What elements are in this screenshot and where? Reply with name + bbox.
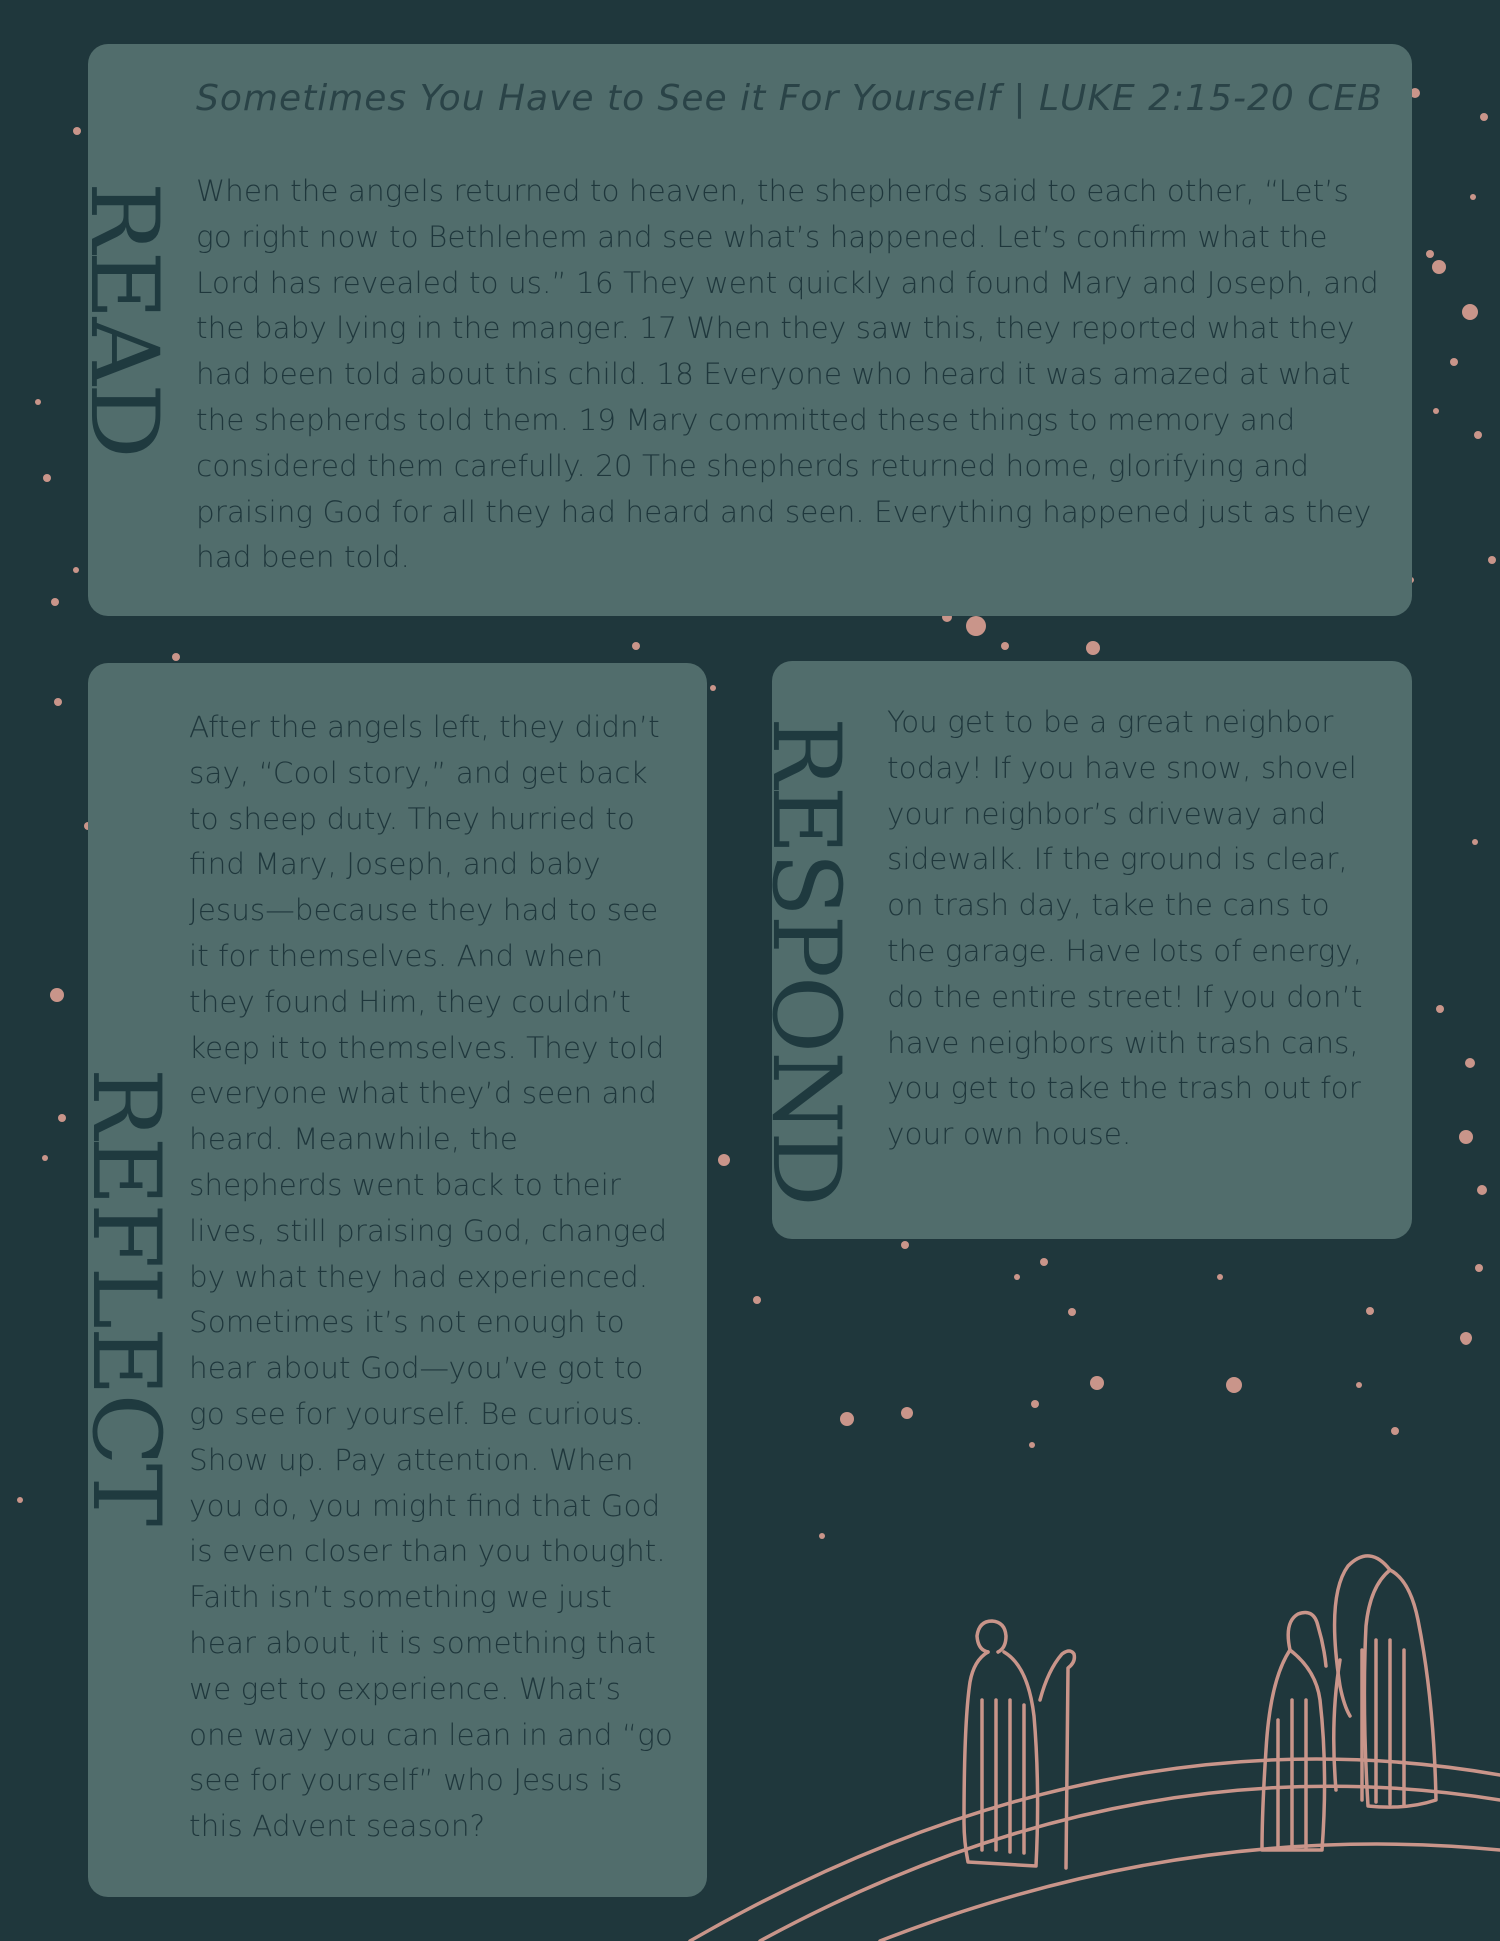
- read-heading: READ: [69, 182, 178, 457]
- reflect-heading: REFLECT: [71, 1068, 180, 1525]
- hill-line: [760, 1786, 1500, 1941]
- respond-heading: RESPOND: [751, 717, 860, 1205]
- reflect-paragraph: After the angels left, they didn’t say, “Cool story,” and get back to sheep duty. They hurried to find Mary, Joseph, and baby Jesus—because they had to see it for themselves. And when they found Him, they couldn’t keep it to themselves. They told everyone what they’d seen and heard. Meanwhile, the shepherds went back to their lives, still praising God, changed by what they had experienced. Sometimes it’s not enough to hear about God—you’ve got to go see for yourself. Be curious. Show up. Pay attention. When you do, you might find that God is even closer than you thought. Faith isn’t something we just hear about, it is something that we get to experience. What’s one way you can lean in and “go see for yourself” who Jesus is this Advent season?: [189, 710, 673, 1844]
- shepherd-figure: [1334, 1556, 1436, 1807]
- respond-paragraph: You get to be a great neighbor today! If you have snow, shovel your neighbor’s driveway and sidewalk. If the ground is clear, on trash day, take the cans to the garage. Have lots of energy, do the entire street! If you don’t have neighbors with trash cans, you get to take the trash out for your own house.: [887, 705, 1363, 1152]
- scripture-passage: When the angels returned to heaven, the shepherds said to each other, “Let’s go right now to Bethlehem and see what’s happened. Let’s confirm what the Lord has revealed to us.” 16 They went quickly and found Mary and Joseph, and the baby lying in the manger. 17 When they saw this, they reported what they had been told about this child. 18 Everyone who heard it was amazed at what the shepherds told them. 19 Mary committed these things to memory and considered them carefully. 20 The shepherds returned home, glorifying and praising God for all they had heard and seen. Everything happened just as they had been told.: [196, 174, 1379, 575]
- hill-line: [880, 1844, 1500, 1941]
- shepherd-figure: [1262, 1613, 1326, 1851]
- scripture-title: Sometimes You Have to See it For Yourself | LUKE 2:15-20 CEB: [196, 78, 1383, 119]
